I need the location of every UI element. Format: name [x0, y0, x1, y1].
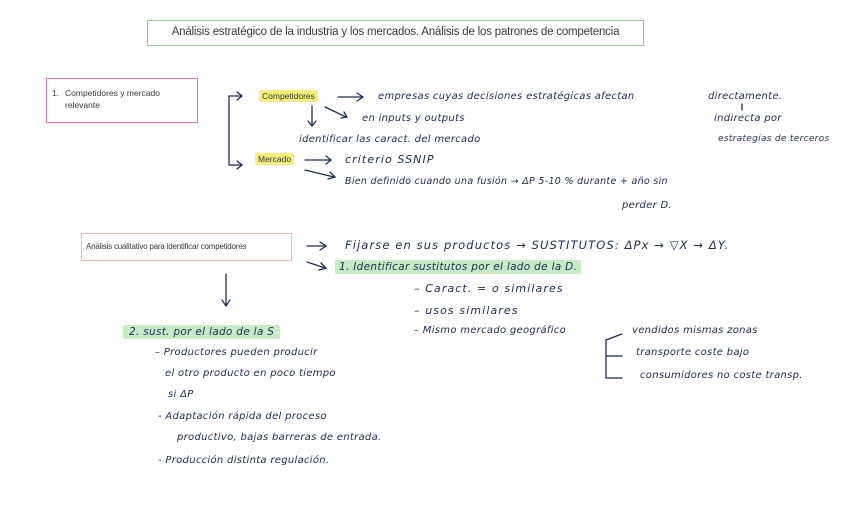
section1-box — [46, 78, 198, 123]
criterion-1: – Caract. = o similares — [414, 282, 564, 295]
competidores-tag: Competidores — [259, 90, 318, 102]
demanda-item-1: – Productores pueden producir — [155, 347, 318, 358]
page-title: Análisis estratégico de la industria y los mercados. Análisis de los patrones de competencia — [147, 20, 644, 46]
inputs-outputs-note: en inputs y outputs — [362, 113, 465, 124]
sustitutos-oferta-title: 2. sust. por el lado de la S — [123, 325, 280, 339]
directamente-note: directamente. — [708, 91, 783, 102]
section1-number: 1. — [52, 88, 60, 98]
fijarse-sustitutos: Fijarse en sus productos → SUSTITUTOS: ΔPx → ▽X → ΔY. — [345, 238, 730, 252]
identificar-note: identificar las caract. del mercado — [299, 134, 481, 145]
sustitutos-demanda-title: 1. Identificar sustitutos por el lado de la D. — [335, 260, 581, 274]
demanda-item-5: productivo, bajas barreras de entrada. — [177, 432, 382, 443]
geo-item-2: transporte coste bajo — [636, 347, 750, 358]
demanda-item-3: si ΔP — [168, 389, 194, 400]
perder-demanda-note: perder D. — [622, 200, 672, 211]
demanda-item-6: - Producción distinta regulación. — [158, 455, 330, 466]
bien-definido-note: Bien definido cuando una fusión → ΔP 5-10 % durante + año sin — [345, 176, 668, 187]
geo-item-3: consumidores no coste transp. — [640, 370, 803, 381]
indirecta-note: indirecta por — [714, 113, 782, 124]
section2-box: Análisis cualitativo para identificar competidores — [81, 233, 292, 261]
estrategias-note: estrategias de terceros — [718, 134, 830, 144]
mercado-tag: Mercado — [255, 153, 294, 165]
criterion-3: – Mismo mercado geográfico — [414, 325, 567, 336]
geo-item-1: vendidos mismas zonas — [632, 325, 758, 336]
competidores-definition: empresas cuyas decisiones estratégicas afectan — [378, 91, 635, 102]
criterion-2: – usos similares — [414, 304, 519, 317]
demanda-item-2: el otro producto en poco tiempo — [165, 368, 336, 379]
criterio-ssnip: criterio SSNIP — [345, 153, 435, 166]
demanda-item-4: - Adaptación rápida del proceso — [158, 411, 327, 422]
section1-label: Competidores y mercado relevante — [65, 88, 160, 110]
